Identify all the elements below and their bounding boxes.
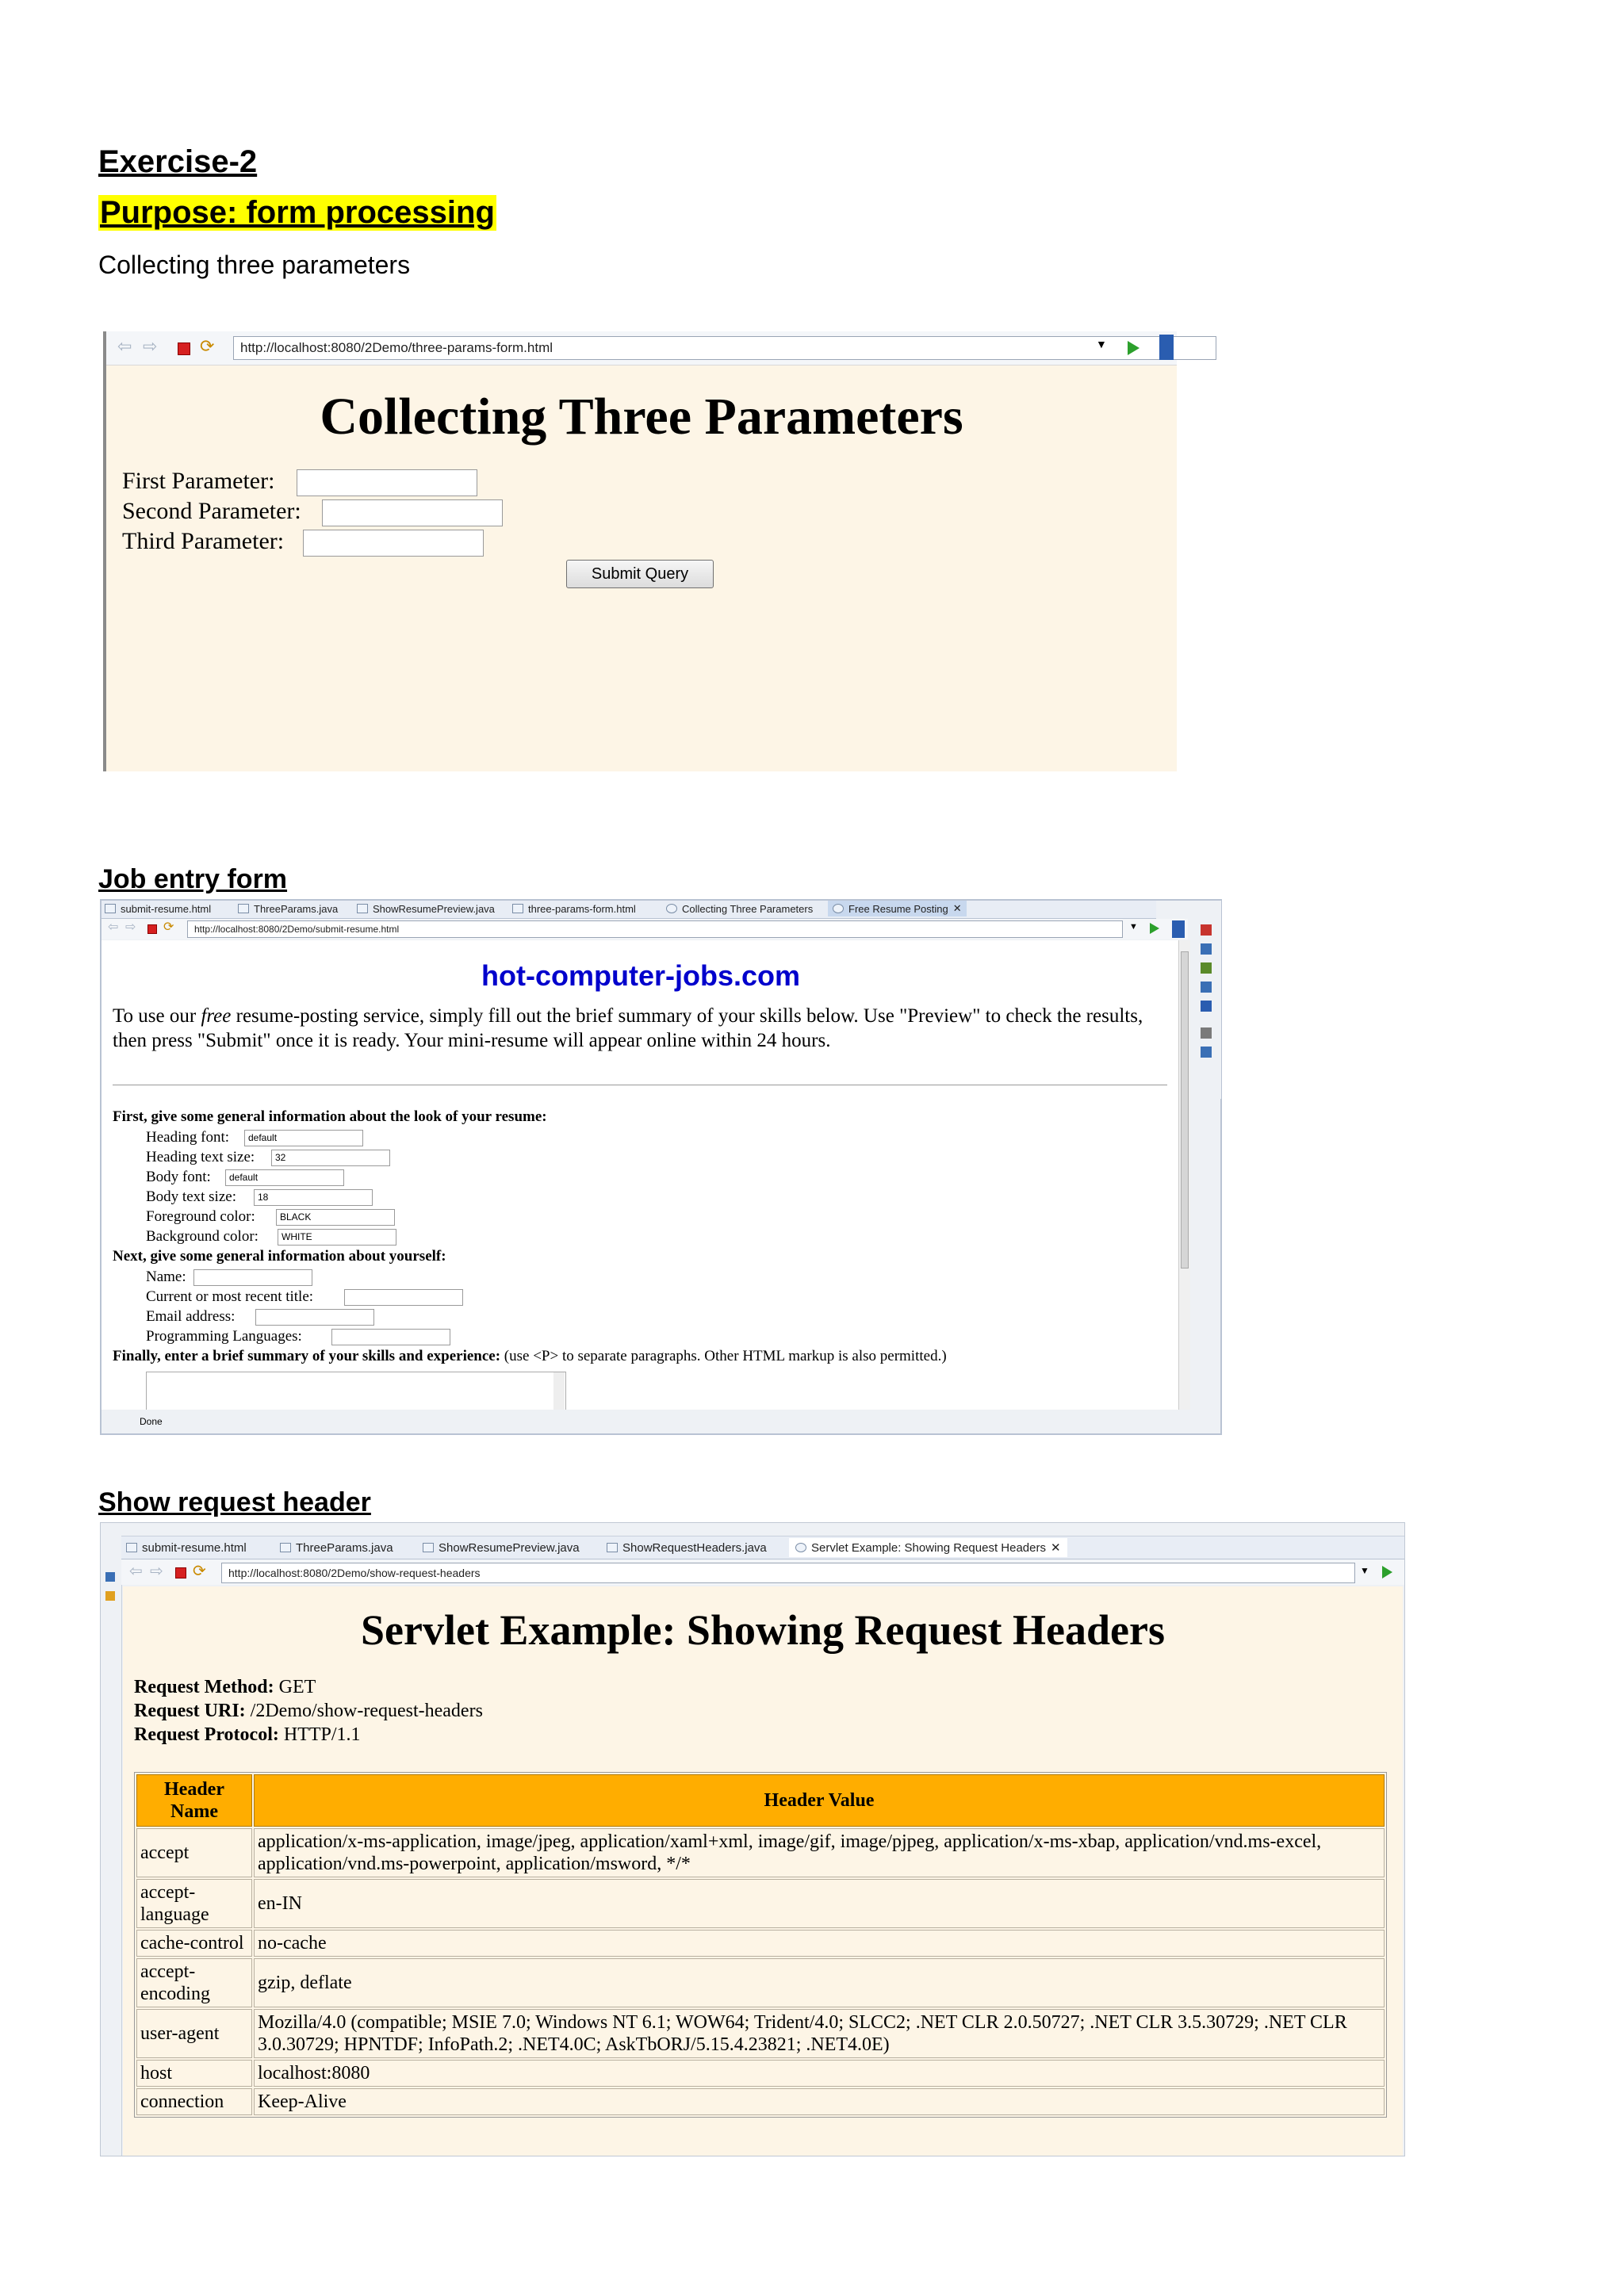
stop-icon[interactable] <box>147 924 157 934</box>
header-name: accept <box>136 1828 252 1877</box>
table-row <box>136 1879 1385 1928</box>
table-row <box>136 2088 1385 2115</box>
body-size-label: Body text size: <box>146 1188 236 1205</box>
side-strip <box>1172 920 1185 938</box>
editor-tabs <box>102 901 1156 919</box>
submit-button[interactable]: Submit Query <box>566 560 714 588</box>
second-param-label: Second Parameter: <box>122 498 301 524</box>
languages-label: Programming Languages: <box>146 1328 302 1345</box>
tab-showresumepreview[interactable] <box>423 1540 580 1556</box>
url-dropdown-icon[interactable]: ▼ <box>1129 922 1138 932</box>
title-label: Current or most recent title: <box>146 1288 314 1305</box>
toolbar-icon[interactable] <box>105 1591 115 1601</box>
protocol-label: Request Protocol: <box>134 1724 279 1745</box>
java-file-icon <box>357 904 368 913</box>
tab-label: three-params-form.html <box>528 902 636 915</box>
header-value: application/x-ms-application, image/jpeg, application/xaml+xml, image/gif, image/pjpeg, application/x-ms-xbap, application/vnd.ms-excel, application/vnd.ms-powerpoint, application/msword, */* <box>254 1828 1385 1877</box>
tab-servlet-example[interactable] <box>789 1538 1067 1557</box>
summary-note: (use <P> to separate paragraphs. Other HTML markup is also permitted.) <box>500 1348 947 1364</box>
ide-side-toolbar <box>1193 901 1221 1099</box>
globe-icon <box>666 904 677 913</box>
heading-size-input[interactable]: 32 <box>271 1150 390 1166</box>
html-file-icon <box>105 904 116 913</box>
forward-icon[interactable]: ⇨ <box>143 336 158 356</box>
table-row <box>136 1958 1385 2007</box>
third-param-label: Third Parameter: <box>122 528 285 554</box>
ide-toolbar <box>101 1523 1404 1536</box>
tab-submit-resume[interactable] <box>126 1540 247 1556</box>
body-font-input[interactable]: default <box>225 1169 344 1186</box>
languages-input[interactable] <box>331 1329 450 1345</box>
go-icon[interactable] <box>1128 341 1139 355</box>
tab-three-params-form[interactable] <box>512 901 636 916</box>
screenshot-request-headers <box>100 1522 1405 2156</box>
toolbar-icon[interactable] <box>1201 924 1212 936</box>
email-label: Email address: <box>146 1308 236 1325</box>
site-title: hot-computer-jobs.com <box>481 959 800 992</box>
tab-threeparams[interactable] <box>238 901 338 916</box>
globe-icon <box>833 904 844 913</box>
close-icon[interactable]: ✕ <box>952 902 962 914</box>
editor-tabs <box>121 1536 1404 1559</box>
forward-icon[interactable]: ⇨ <box>125 920 136 934</box>
table-row <box>136 2060 1385 2087</box>
name-label: Name: <box>146 1269 186 1285</box>
background-color-input[interactable]: WHITE <box>278 1229 396 1246</box>
toolbar-icon[interactable] <box>105 1572 115 1582</box>
summary-heading: Finally, enter a brief summary of your skills and experience: <box>113 1348 501 1364</box>
header-name: accept-language <box>136 1879 252 1928</box>
java-file-icon <box>280 1543 291 1552</box>
url-bar[interactable] <box>233 336 1216 360</box>
header-value: gzip, deflate <box>254 1958 1385 2007</box>
table-row <box>136 2009 1385 2058</box>
header-name: cache-control <box>136 1930 252 1957</box>
heading-font-label: Heading font: <box>146 1129 230 1146</box>
headers-table <box>135 1773 1386 2117</box>
url-dropdown-icon[interactable]: ▼ <box>1360 1565 1369 1576</box>
header-value: Keep-Alive <box>254 2088 1385 2115</box>
status-text: Done <box>140 1416 163 1427</box>
stop-icon[interactable] <box>178 342 190 355</box>
toolbar-icon[interactable] <box>1201 1047 1212 1058</box>
header-name: user-agent <box>136 2009 252 2058</box>
toolbar-icon[interactable] <box>1201 962 1212 974</box>
intro-paragraph <box>113 1004 1167 1053</box>
request-header-heading: Show request header <box>98 1487 371 1517</box>
back-icon[interactable]: ⇦ <box>129 1563 143 1580</box>
url-text: http://localhost:8080/2Demo/submit-resume.html <box>194 924 400 935</box>
go-icon[interactable] <box>1382 1566 1392 1578</box>
third-param-input[interactable] <box>303 530 484 557</box>
table-row <box>136 1930 1385 1957</box>
foreground-color-input[interactable]: BLACK <box>276 1209 395 1226</box>
refresh-icon[interactable]: ⟳ <box>163 920 174 934</box>
section-self-heading: Next, give some general information about yourself: <box>113 1248 446 1265</box>
request-protocol <box>134 1723 361 1747</box>
toolbar-icon[interactable] <box>1201 943 1212 955</box>
page-content <box>102 940 1180 1410</box>
col-header-name: Header Name <box>136 1774 252 1827</box>
section-summary <box>113 1348 947 1365</box>
section-look-heading: First, give some general information about the look of your resume: <box>113 1108 547 1125</box>
tab-free-resume-posting[interactable] <box>828 901 967 916</box>
request-uri <box>134 1699 483 1723</box>
job-entry-heading: Job entry form <box>98 864 288 894</box>
tab-label: ThreeParams.java <box>296 1540 393 1555</box>
screenshot-three-params <box>103 331 1177 771</box>
tab-showresumepreview[interactable] <box>357 901 495 916</box>
header-name: host <box>136 2060 252 2087</box>
table-header-row <box>136 1774 1385 1827</box>
first-param-input[interactable] <box>297 469 477 496</box>
url-bar[interactable] <box>187 920 1123 938</box>
intro-free: free <box>201 1005 232 1027</box>
globe-icon <box>795 1543 806 1552</box>
status-bar <box>102 1411 1220 1433</box>
body-size-input[interactable]: 18 <box>254 1189 373 1206</box>
refresh-icon[interactable]: ⟳ <box>200 336 215 356</box>
email-input[interactable] <box>255 1309 374 1326</box>
uri-label: Request URI: <box>134 1701 246 1721</box>
protocol-value: HTTP/1.1 <box>278 1724 361 1745</box>
tab-submit-resume[interactable] <box>105 901 211 916</box>
page-content <box>123 1586 1403 2156</box>
textarea-scrollbar[interactable] <box>553 1372 565 1410</box>
url-text: http://localhost:8080/2Demo/three-params-form.html <box>240 340 553 355</box>
screenshot-resume <box>100 899 1222 1435</box>
browser-toolbar <box>106 331 1177 365</box>
name-input[interactable] <box>193 1269 312 1286</box>
request-method <box>134 1675 316 1699</box>
toolbar-icon[interactable] <box>1201 1001 1212 1012</box>
table-row <box>136 1828 1385 1877</box>
tab-threeparams[interactable] <box>280 1540 393 1556</box>
page-title: Collecting Three Parameters <box>320 388 963 446</box>
toolbar-icon[interactable] <box>1201 1027 1212 1039</box>
heading-size-label: Heading text size: <box>146 1149 255 1165</box>
java-file-icon <box>607 1543 618 1552</box>
summary-textarea[interactable] <box>146 1372 566 1410</box>
heading-font-input[interactable]: default <box>244 1130 363 1146</box>
page-title: Servlet Example: Showing Request Headers <box>361 1606 1165 1654</box>
browser-toolbar <box>102 919 1188 939</box>
url-bar[interactable] <box>221 1563 1355 1583</box>
tab-label: ShowRequestHeaders.java <box>622 1540 767 1555</box>
uri-value: /2Demo/show-request-headers <box>245 1701 483 1721</box>
tab-label: ShowResumePreview.java <box>439 1540 580 1555</box>
exercise-title: Exercise-2 <box>98 144 258 179</box>
tab-showrequestheaders[interactable] <box>607 1540 767 1556</box>
header-name: connection <box>136 2088 252 2115</box>
ide-left-strip <box>101 1536 122 2156</box>
second-param-input[interactable] <box>322 499 503 526</box>
first-param-label: First Parameter: <box>122 468 275 494</box>
html-file-icon <box>126 1543 137 1552</box>
intro-before: To use our <box>113 1005 201 1027</box>
tab-label: ThreeParams.java <box>254 902 339 915</box>
header-value: no-cache <box>254 1930 1385 1957</box>
java-file-icon <box>423 1543 434 1552</box>
tab-label: Collecting Three Parameters <box>682 902 814 915</box>
foreground-color-label: Foreground color: <box>146 1208 255 1225</box>
stop-icon[interactable] <box>175 1567 186 1578</box>
java-file-icon <box>238 904 249 913</box>
col-header-value: Header Value <box>254 1774 1385 1827</box>
toolbar-icon[interactable] <box>1201 982 1212 993</box>
intro-after: resume-posting service, simply fill out the brief summary of your skills below. Use "Preview" to check the results, then press "Submit" once it is ready. Your mini-resume will appear online within 24 hours. <box>113 1005 1143 1051</box>
intro-text: Collecting three parameters <box>98 251 411 279</box>
side-strip <box>1159 335 1174 360</box>
browser-toolbar <box>121 1559 1404 1585</box>
header-value: localhost:8080 <box>254 2060 1385 2087</box>
url-text: http://localhost:8080/2Demo/show-request-headers <box>228 1567 481 1579</box>
forward-icon[interactable]: ⇨ <box>150 1563 163 1580</box>
refresh-icon[interactable]: ⟳ <box>193 1563 206 1580</box>
close-icon[interactable]: ✕ <box>1051 1541 1061 1555</box>
header-value: Mozilla/4.0 (compatible; MSIE 7.0; Windows NT 6.1; WOW64; Trident/4.0; SLCC2; .NET CLR 2.0.50727; .NET CLR 3.5.30729; .NET CLR 3.0.30729; HPNTDF; InfoPath.2; .NET4.0C; AskTbORJ/5.15.4.23821; .NET4.0E) <box>254 2009 1385 2058</box>
tab-collecting-three-params[interactable] <box>666 901 813 916</box>
header-name: accept-encoding <box>136 1958 252 2007</box>
method-label: Request Method: <box>134 1677 274 1697</box>
method-value: GET <box>274 1677 316 1697</box>
body-font-label: Body font: <box>146 1169 211 1185</box>
background-color-label: Background color: <box>146 1228 259 1245</box>
page-scrollbar[interactable] <box>1178 940 1190 1410</box>
tab-label: ShowResumePreview.java <box>373 902 495 915</box>
header-value: en-IN <box>254 1879 1385 1928</box>
tab-label: submit-resume.html <box>121 902 212 915</box>
title-input[interactable] <box>344 1289 463 1306</box>
html-file-icon <box>512 904 523 913</box>
headers-table-wrap <box>134 1772 1387 2118</box>
url-dropdown-icon[interactable]: ▼ <box>1096 338 1107 350</box>
purpose-heading: Purpose: form processing <box>100 195 495 230</box>
tab-label: Servlet Example: Showing Request Headers <box>811 1540 1046 1555</box>
back-icon[interactable]: ⇦ <box>117 336 132 356</box>
scroll-thumb[interactable] <box>1181 951 1189 1269</box>
tab-label: Free Resume Posting <box>848 902 948 915</box>
back-icon[interactable]: ⇦ <box>108 920 119 934</box>
tab-label: submit-resume.html <box>142 1540 247 1555</box>
go-icon[interactable] <box>1150 923 1159 934</box>
